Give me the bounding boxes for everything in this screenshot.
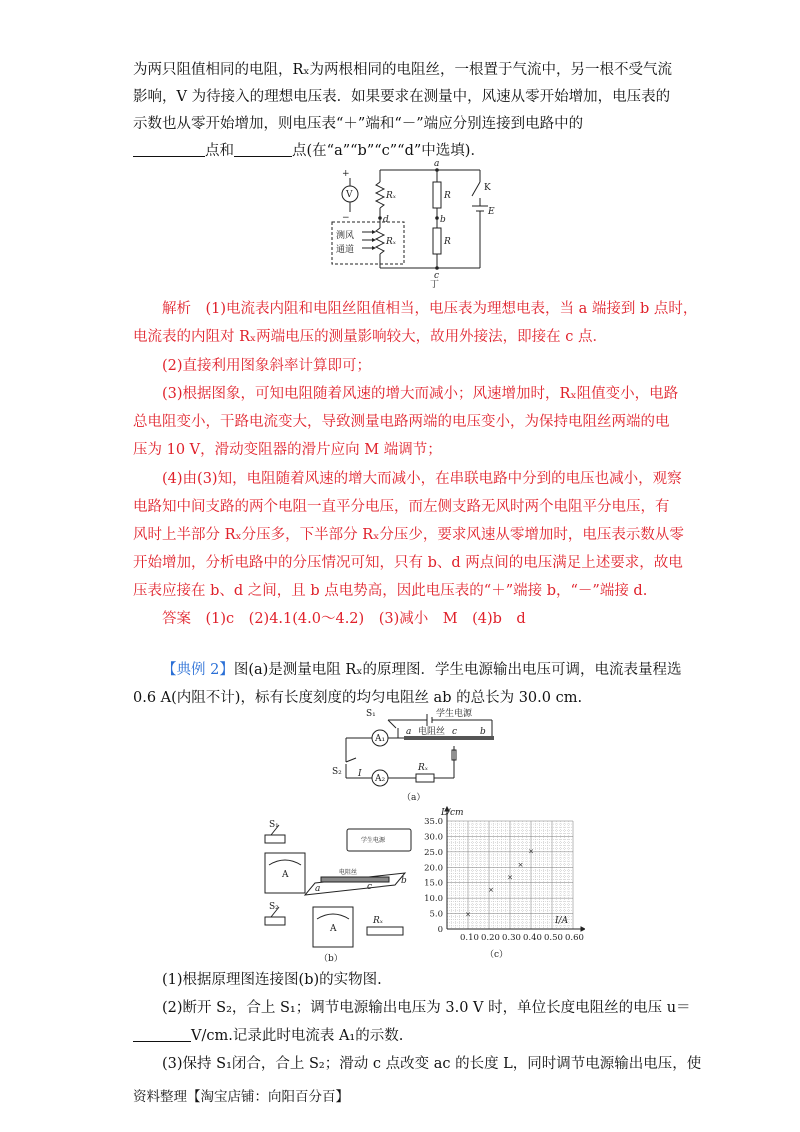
ammeter-a2-label: A₂ bbox=[375, 774, 386, 784]
x-axis-arrow bbox=[581, 927, 585, 931]
analysis-line-11: 压表应接在 b、d 之间，且 b 点电势高，因此电压表的“＋”端接 b，“－”端接 d. bbox=[133, 583, 648, 599]
data-point: × bbox=[488, 885, 495, 894]
figure-caption-ding: 丁 bbox=[430, 280, 440, 288]
y-tick-label: 5.0 bbox=[429, 909, 443, 920]
analysis-line-7: (4)由(3)知，电阻随着风速的增大而减小，在串联电路中分到的电压也减小，观察 bbox=[162, 471, 682, 487]
rx-label-bottom: Rₓ bbox=[386, 237, 396, 247]
analysis-line-5: 总电阻变小，干路电流变大，导致测量电路两端的电压变小，为保持电阻丝两端的电 bbox=[133, 414, 670, 430]
y-tick-label: 20.0 bbox=[424, 863, 443, 874]
r-label-bottom: R bbox=[444, 237, 451, 247]
y-axis-label: L/cm bbox=[441, 808, 464, 818]
wind-channel-label-1: 测风 bbox=[336, 231, 355, 241]
x-axis-label: I/A bbox=[555, 916, 569, 926]
answer-blank-u bbox=[133, 1027, 191, 1042]
point-a-label: a bbox=[434, 160, 440, 169]
x-tick-label: 0.60 bbox=[565, 933, 584, 943]
ammeter-a1-label: A₁ bbox=[375, 734, 386, 744]
circuit-diagram-ding bbox=[330, 160, 500, 288]
question-text: V/cm.记录此时电流表 A₁的示数. bbox=[191, 1028, 404, 1044]
question-line-2: 影响，V 为待接入的理想电压表．如果要求在测量中，风速从零开始增加，电压表的 bbox=[133, 89, 671, 105]
r-label-top: R bbox=[444, 191, 451, 201]
point-a-label: a bbox=[406, 727, 412, 737]
x-tick-label: 0.30 bbox=[502, 933, 521, 943]
rx-label: Rₓ bbox=[418, 763, 428, 773]
power-source-label: 学生电源 bbox=[361, 837, 386, 844]
example2-line-2: 0.6 A(内阻不计)，标有长度刻度的均匀电阻丝 ab 的总长为 30.0 cm. bbox=[133, 690, 583, 706]
resistance-wire-label: 电阻丝 bbox=[339, 869, 358, 876]
point-a-label: a bbox=[315, 884, 321, 894]
question-2-continued bbox=[133, 1026, 403, 1046]
s1-label: S₁ bbox=[366, 709, 376, 719]
y-tick-label: 0 bbox=[437, 925, 443, 935]
chart-c bbox=[405, 803, 585, 963]
wind-channel-label-2: 通道 bbox=[336, 245, 355, 255]
analysis-line-8: 电路知中间支路的两个电阻一直平分电压，而左侧支路无风时两个电阻平分电压，有 bbox=[133, 499, 670, 515]
analysis-line-2: 电流表的内阻对 Rₓ两端电压的测量影响较大，故用外接法，即接在 c 点． bbox=[133, 329, 608, 345]
x-tick-label: 0.20 bbox=[481, 933, 500, 943]
data-point: × bbox=[507, 873, 513, 882]
question-line-4 bbox=[133, 141, 485, 161]
footer-text: 资料整理【淘宝店铺：向阳百分百】 bbox=[133, 1089, 349, 1105]
data-point: × bbox=[528, 847, 534, 856]
y-tick-label: 15.0 bbox=[424, 878, 443, 889]
answer-blank-1 bbox=[133, 142, 205, 157]
question-text: 点和 bbox=[205, 143, 234, 159]
s2-label: S₂ bbox=[332, 767, 342, 777]
analysis-line-3: (2)直接利用图象斜率计算即可； bbox=[162, 358, 372, 374]
point-b-label: b bbox=[440, 215, 446, 225]
question-1: (1)根据原理图连接图(b)的实物图. bbox=[162, 972, 382, 988]
x-tick-label: 0.50 bbox=[544, 933, 563, 943]
point-c-label: c bbox=[452, 727, 458, 737]
y-tick-label: 35.0 bbox=[424, 817, 443, 827]
circuit-diagram-a bbox=[332, 706, 502, 804]
y-tick-label: 25.0 bbox=[424, 847, 443, 858]
point-d-label: d bbox=[383, 215, 389, 225]
ammeter-label-2: A bbox=[330, 924, 337, 934]
voltmeter-label: V bbox=[346, 190, 353, 200]
analysis-line-10: 开始增加，分析电路中的分压情况可知，只有 b、d 两点间的电压满足上述要求，故电 bbox=[133, 555, 683, 571]
point-b-label: b bbox=[480, 727, 486, 737]
ammeter-label-1: A bbox=[282, 870, 289, 880]
rx-label-top: Rₓ bbox=[386, 191, 396, 201]
analysis-line-9: 风时上半部分 Rₓ分压多，下半部分 Rₓ分压少，要求风速从零增加时，电压表示数从零 bbox=[133, 527, 684, 543]
question-text: 点(在“a”“b”“c”“d”中选填)． bbox=[292, 143, 485, 159]
question-2: (2)断开 S₂，合上 S₁；调节电源输出电压为 3.0 V 时，单位长度电阻丝的电压 u＝ bbox=[162, 1000, 691, 1016]
point-b-label: b bbox=[401, 876, 407, 886]
question-3: (3)保持 S₁闭合，合上 S₂；滑动 c 点改变 ac 的长度 L，同时调节电源输出电压，使 bbox=[162, 1056, 702, 1072]
analysis-line-6: 压为 10 V，滑动变阻器的滑片应向 M 端调节； bbox=[133, 442, 442, 458]
analysis-line-1: 解析 (1)电流表内阻和电阻丝阻值相当，电压表为理想电表，当 a 端接到 b 点时， bbox=[162, 301, 698, 317]
plus-sign: + bbox=[342, 169, 350, 179]
s1-label: S₁ bbox=[269, 820, 279, 830]
point-c-label: c bbox=[367, 882, 373, 892]
answer-line: 答案 (1)c (2)4.1(4.0～4.2) (3)减小 M (4)b d bbox=[162, 611, 526, 627]
data-point: × bbox=[465, 910, 471, 919]
y-tick-label: 10.0 bbox=[424, 894, 443, 905]
question-line-3: 示数也从零开始增加，则电压表“＋”端和“－”端应分别连接到电路中的 bbox=[133, 116, 584, 132]
example2-line-1 bbox=[162, 660, 681, 680]
rx-label: Rₓ bbox=[373, 916, 383, 926]
minus-sign: − bbox=[342, 213, 350, 223]
point-c-label: c bbox=[434, 271, 440, 281]
current-i-label: I bbox=[358, 769, 362, 779]
switch-k-label: K bbox=[484, 183, 491, 193]
s2-label: S₂ bbox=[269, 902, 279, 912]
power-source-label: 学生电源 bbox=[436, 709, 473, 719]
question-line-1: 为两只阻值相同的电阻，Rₓ为两根相同的电阻丝，一根置于气流中，另一根不受气流 bbox=[133, 62, 673, 78]
figure-caption-a: （a） bbox=[402, 793, 426, 803]
analysis-line-4: (3)根据图象，可知电阻随着风速的增大而减小；风速增加时，Rₓ阻值变小，电路 bbox=[162, 386, 679, 402]
example-tag: 【典例 2】 bbox=[162, 662, 234, 678]
battery-e-label: E bbox=[488, 207, 495, 217]
figure-caption-c: （c） bbox=[485, 950, 509, 960]
x-tick-label: 0.10 bbox=[460, 933, 479, 943]
apparatus-diagram-b bbox=[255, 815, 415, 965]
y-tick-label: 30.0 bbox=[424, 832, 443, 843]
example2-text: 图(a)是测量电阻 Rₓ的原理图．学生电源输出电压可调，电流表量程选 bbox=[233, 662, 682, 678]
figure-caption-b: （b） bbox=[319, 954, 343, 964]
resistance-wire-label: 电阻丝 bbox=[418, 727, 446, 737]
x-tick-label: 0.40 bbox=[523, 933, 542, 943]
data-point: × bbox=[517, 861, 524, 870]
answer-blank-2 bbox=[234, 142, 292, 157]
